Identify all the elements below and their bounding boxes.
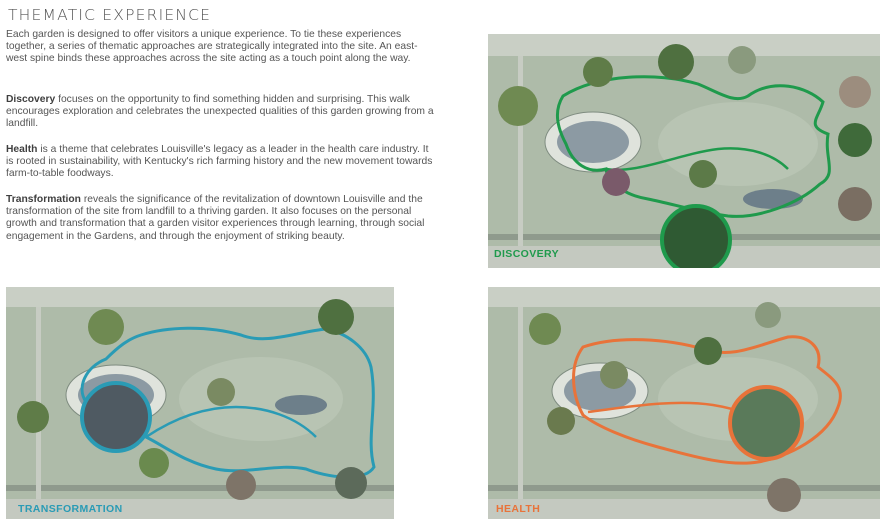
transformation-map [6,287,394,519]
discovery-map [488,34,880,268]
intro-paragraph: Each garden is designed to offer visitors a unique experience. To tie these experiences together, a series of thematic approaches are strategically integrated into the site. An east-west spine binds these approaches across the site acting as a touch point along the way. [6,29,418,65]
transformation-text: reveals the significance of the revitalization of downtown Louisville and the transformation of the site from landfill to a thriving garden. It also focuses on the personal growth and transformation that a garden visitor experiences through learning, through social engagement in the Gardens, and through the enjoyment of striking beauty. [6,194,425,242]
health-map [488,287,880,519]
transformation-term: Transformation [6,194,81,205]
health-text: is a theme that celebrates Louisville's legacy as a leader in the health care industry. It is rooted in sustainability, with Kentucky's rich farming history and the new movement towards farm-to-table foodways. [6,144,433,180]
transformation-site-plan [6,287,394,519]
discovery-label: DISCOVERY [494,248,560,260]
discovery-paragraph [6,94,438,131]
health-site-plan [488,287,880,519]
page-title: THEMATIC EXPERIENCE [8,6,212,24]
discovery-text: focuses on the opportunity to find something hidden and surprising. This walk encourages exploration and celebrates the unexpected qualities of this garden growing from a landfill. [6,94,434,130]
discovery-term: Discovery [6,94,56,105]
transformation-label: TRANSFORMATION [18,503,123,515]
health-label: HEALTH [496,503,541,515]
health-paragraph [6,144,438,181]
health-term: Health [6,144,38,155]
transformation-paragraph [6,194,438,243]
discovery-site-plan [488,34,880,268]
